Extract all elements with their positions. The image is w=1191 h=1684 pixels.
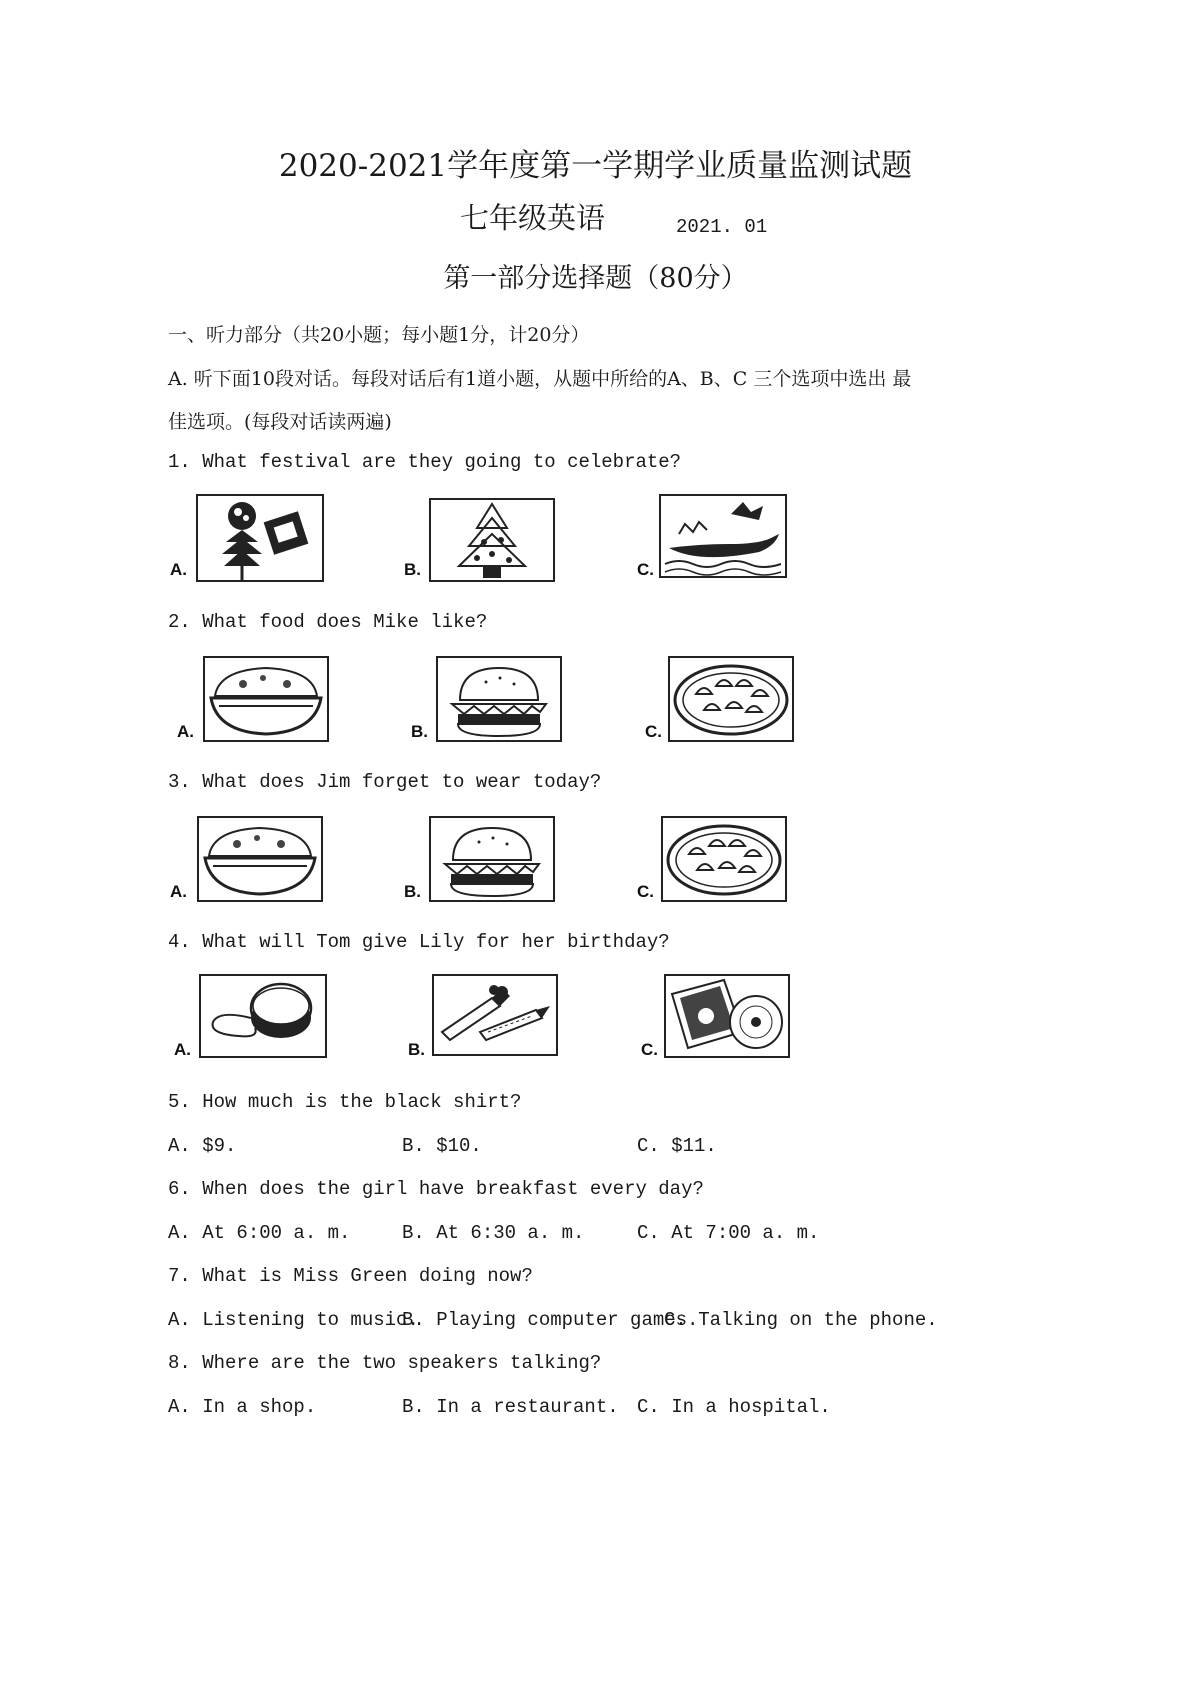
option-c: C. At 7:00 a. m. bbox=[637, 1222, 820, 1244]
question-6: 6. When does the girl have breakfast every day? bbox=[168, 1178, 704, 1200]
exam-date: 2021. 01 bbox=[676, 216, 768, 238]
option-label: B. bbox=[404, 560, 421, 579]
option-b: B. In a restaurant. bbox=[402, 1396, 619, 1418]
pencils-icon bbox=[432, 974, 558, 1056]
option-label: C. bbox=[645, 722, 662, 741]
option-b: B. At 6:30 a. m. bbox=[402, 1222, 585, 1244]
option-a: A. Listening to music. bbox=[168, 1309, 419, 1331]
question-2: 2. What food does Mike like? bbox=[168, 611, 488, 633]
option-c: C. $11. bbox=[637, 1135, 717, 1157]
exam-subtitle: 七年级英语 bbox=[460, 201, 606, 235]
dumplings-plate-icon bbox=[668, 656, 794, 742]
hamburger-icon bbox=[436, 656, 562, 742]
option-c: C. In a hospital. bbox=[637, 1396, 831, 1418]
option-label: C. bbox=[641, 1040, 658, 1059]
spring-festival-decorations-icon bbox=[196, 494, 324, 582]
option-label: B. bbox=[404, 882, 421, 901]
option-label: A. bbox=[170, 882, 187, 901]
dragon-boat-icon bbox=[659, 494, 787, 578]
option-label: A. bbox=[174, 1040, 191, 1059]
cd-player-icon bbox=[199, 974, 327, 1058]
question-4: 4. What will Tom give Lily for her birthday? bbox=[168, 931, 670, 953]
option-a: A. $9. bbox=[168, 1135, 237, 1157]
option-b: B. Playing computer games. bbox=[402, 1309, 699, 1331]
option-c: C. Talking on the phone. bbox=[664, 1309, 938, 1331]
option-label: B. bbox=[408, 1040, 425, 1059]
dumplings-plate-icon bbox=[661, 816, 787, 902]
question-8: 8. Where are the two speakers talking? bbox=[168, 1352, 602, 1374]
rice-bowl-icon bbox=[196, 816, 324, 902]
christmas-tree-icon bbox=[429, 498, 555, 582]
option-a: A. In a shop. bbox=[168, 1396, 317, 1418]
option-b: B. $10. bbox=[402, 1135, 482, 1157]
instruction-line-2: 佳选项。(每段对话读两遍) bbox=[168, 411, 392, 433]
music-album-cd-icon bbox=[664, 974, 790, 1058]
question-5: 5. How much is the black shirt? bbox=[168, 1091, 522, 1113]
option-label: A. bbox=[170, 560, 187, 579]
part-title: 第一部分选择题（80分） bbox=[443, 263, 748, 294]
rice-bowl-icon bbox=[203, 656, 329, 742]
question-3: 3. What does Jim forget to wear today? bbox=[168, 771, 602, 793]
instruction-line-1: A. 听下面10段对话。每段对话后有1道小题，从题中所给的A、B、C 三个选项中选出 最 bbox=[168, 368, 912, 390]
option-label: C. bbox=[637, 560, 654, 579]
hamburger-icon bbox=[429, 816, 555, 902]
option-label: B. bbox=[411, 722, 428, 741]
section-heading: 一、听力部分（共20小题；每小题1分，计20分） bbox=[168, 324, 590, 346]
question-1: 1. What festival are they going to celebrate? bbox=[168, 451, 682, 473]
question-7: 7. What is Miss Green doing now? bbox=[168, 1265, 533, 1287]
option-label: A. bbox=[177, 722, 194, 741]
exam-title: 2020-2021学年度第一学期学业质量监测试题 bbox=[278, 148, 913, 184]
option-a: A. At 6:00 a. m. bbox=[168, 1222, 351, 1244]
option-label: C. bbox=[637, 882, 654, 901]
